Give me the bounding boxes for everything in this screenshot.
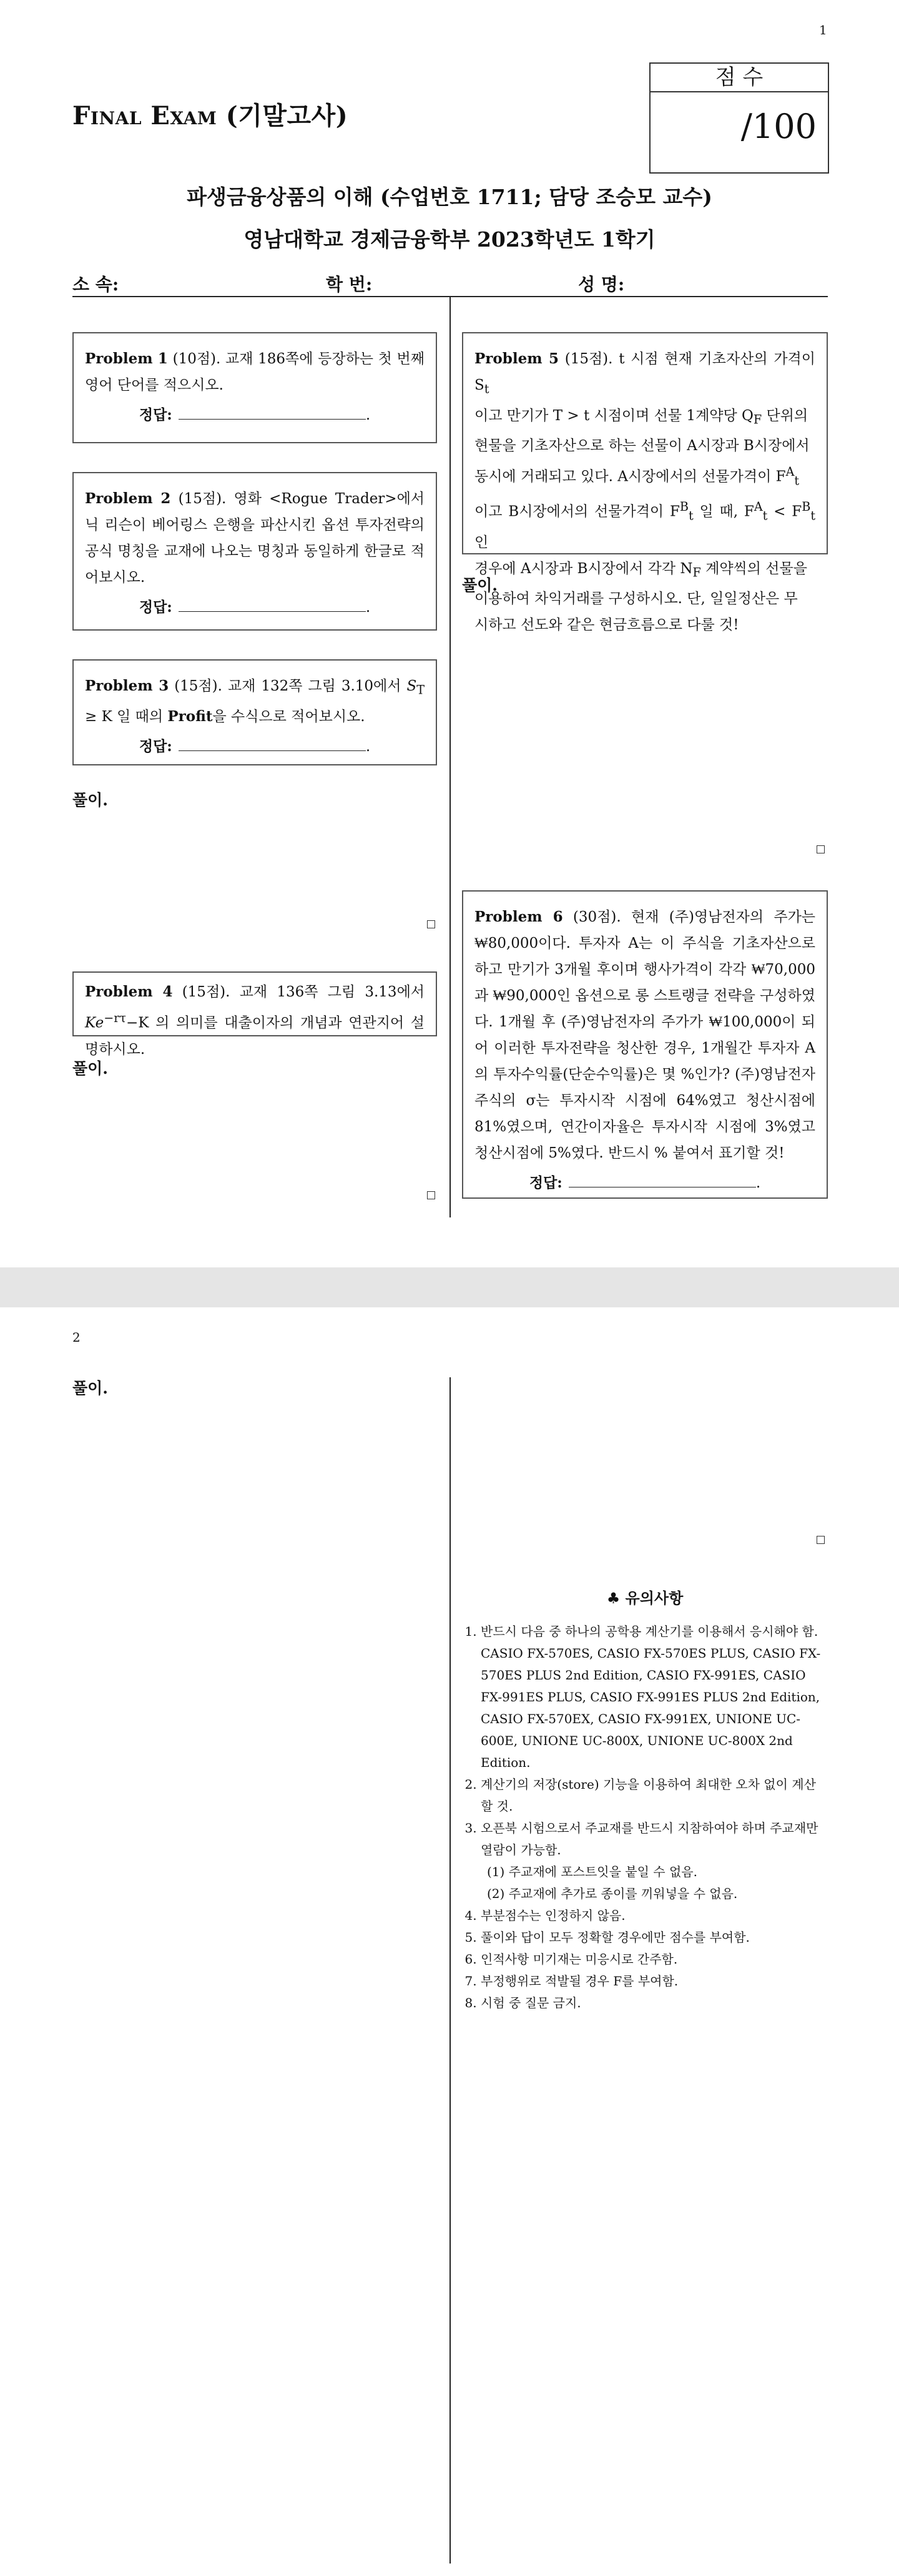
- problem-3-label: Problem 3: [85, 677, 169, 694]
- score-value: /100: [740, 107, 817, 146]
- p5-line7: 이용하여 차익거래를 구성하시오. 단, 일일정산은 무: [474, 591, 798, 607]
- p5-sub: t: [810, 508, 816, 523]
- problem-2-label: Problem 2: [85, 490, 171, 507]
- note-item: 6. 인적사항 미기재는 미응시로 간주함.: [481, 1949, 828, 1970]
- problem-4-points: (15점).: [182, 984, 230, 1000]
- problem-1-question: 교재 186쪽에 등장하는 첫 번째 영어 단어를 적으시오.: [85, 351, 425, 393]
- p5-line2: 이고 만기가 T > t 시점이며 선물 1계약당 Q: [474, 407, 754, 424]
- problem-3-question-c: 을 수식으로 적어보시오.: [212, 708, 365, 725]
- answer-label: 정답:: [139, 406, 172, 423]
- solution-label-3: 풀이.: [72, 791, 109, 809]
- student-id-label: 학 번:: [326, 274, 373, 295]
- math-sub-t: T: [416, 682, 425, 697]
- note-item: 2. 계산기의 저장(store) 기능을 이용하여 최대한 오차 없이 계산할 것.: [481, 1774, 828, 1817]
- page-gap: [0, 1267, 899, 1307]
- problem-1-box: [72, 332, 437, 443]
- p5-line5c: < F: [767, 504, 802, 521]
- department-title: 영남대학교 경제금융학부 2023학년도 1학기: [243, 227, 656, 252]
- solution-label: 풀이.: [72, 1379, 109, 1397]
- note-text: 오픈북 시험으로서 주교재를 반드시 지참하여야 하며 주교재만 열람이 가능함.: [481, 1821, 818, 1857]
- note-item: 1. 반드시 다음 중 하나의 공학용 계산기를 이용해서 응시해야 함. CASIO FX-570ES, CASIO FX-570ES PLUS, CASIO FX-570ES PLUS 2nd Edition, CASIO FX-991ES, CASIO FX-991ES PLUS, CASIO FX-991ES PLUS 2nd Edition, CASIO FX-570EX, CASIO FX-991EX, UNIONE UC-600E, UNIONE UC-800X, UNIONE UC-800X 2nd Edition.: [481, 1621, 828, 1774]
- problem-1-answer[interactable]: 정답: .: [85, 402, 425, 428]
- p5-line8: 시하고 선도와 같은 현금흐름으로 다룰 것!: [474, 617, 739, 634]
- problem-1-points: (10점).: [172, 351, 221, 367]
- profit-word: Profit: [167, 707, 213, 725]
- qed-square: [427, 1191, 435, 1199]
- problem-1-label: Problem 1: [85, 350, 168, 367]
- qed-square: [817, 845, 825, 853]
- note-item: 8. 시험 중 질문 금지.: [481, 1992, 828, 2014]
- problem-3-points: (15점).: [174, 678, 222, 694]
- name-label: 성 명:: [578, 274, 625, 295]
- score-label: 점 수: [651, 64, 828, 92]
- answer-blank[interactable]: [179, 404, 366, 420]
- solution-label-4: 풀이.: [72, 1059, 109, 1078]
- note-item: 7. 부정행위로 적발될 경우 F를 부여함.: [481, 1970, 828, 1992]
- problem-3-answer[interactable]: 정답: .: [85, 734, 425, 760]
- math-s: S: [406, 678, 417, 694]
- problem-6-points: (30점).: [572, 909, 621, 925]
- course-title: 파생금융상품의 이해 (수업번호 1711; 담당 조승모 교수): [187, 185, 712, 209]
- page-number: 1: [819, 22, 827, 37]
- answer-blank[interactable]: [569, 1172, 756, 1187]
- answer-blank[interactable]: [179, 735, 366, 751]
- exam-page-2: [0, 1307, 899, 2576]
- answer-label: 정답:: [139, 599, 172, 616]
- exam-title: Final Exam (기말고사): [72, 101, 348, 130]
- problem-3-text: [85, 673, 425, 730]
- qed-square: [817, 1536, 825, 1544]
- problem-5-text: [474, 346, 815, 638]
- answer-label: 정답:: [529, 1174, 562, 1191]
- exam-page-1: [0, 0, 899, 1267]
- p5-sup: B: [679, 499, 689, 514]
- note-item: 4. 부분점수는 인정하지 않음.: [481, 1905, 828, 1927]
- sub-note-item: (1) 주교재에 포스트잇을 붙일 수 없음.: [487, 1864, 697, 1879]
- problem-2-text: [85, 486, 425, 591]
- problem-6-answer[interactable]: 정답: .: [474, 1170, 815, 1196]
- p5-sub: t: [762, 508, 768, 523]
- score-box: [649, 62, 829, 174]
- p5-sub: t: [688, 508, 694, 523]
- solution-label-5: 풀이.: [462, 576, 498, 594]
- problem-4-text: [85, 979, 425, 1063]
- p5-sub: t: [484, 381, 489, 396]
- problem-2-question: 영화 <Rogue Trader>에서 닉 리슨이 베어링스 은행을 파산시킨 옵션 투자전략의 공식 명칭을 교재에 나오는 명칭과 동일하게 한글로 적어보시오.: [85, 491, 425, 586]
- problem-4-question-b: 의 의미를 대출이자의 개념과 연관지어 설명하시오.: [85, 1015, 425, 1058]
- p5-sub: F: [692, 565, 701, 580]
- p5-sup: B: [802, 499, 811, 514]
- problem-3-question-a: 교재 132쪽 그림 3.10에서: [227, 678, 401, 694]
- problem-4-question-a: 교재 136쪽 그림 3.13에서: [239, 984, 425, 1000]
- problem-4-box: [72, 971, 437, 1058]
- math-minus-k: −K: [126, 1015, 149, 1031]
- p5-line3: 현물을 기초자산으로 하는 선물이 A시장과 B시장에서: [474, 438, 810, 455]
- column-divider: [450, 297, 451, 1217]
- problem-3-box: [72, 659, 437, 765]
- qed-square: [427, 920, 435, 928]
- p5-line1: t 시점 현재 기초자산의 가격이 S: [474, 351, 815, 393]
- p5-line6-rest: 계약씩의 선물을: [700, 560, 807, 577]
- p5-sup: A: [785, 465, 795, 479]
- note-item: 5. 풀이와 답이 모두 정확할 경우에만 점수를 부여함.: [481, 1927, 828, 1949]
- p5-line5b: 일 때, F: [693, 504, 754, 521]
- column-divider: [450, 1377, 451, 2564]
- affiliation-label: 소 속:: [72, 274, 119, 295]
- problem-2-box: [72, 472, 437, 631]
- page-number: 2: [72, 1330, 81, 1345]
- problem-6-box: [462, 890, 828, 1199]
- problem-6-text: [474, 904, 815, 1166]
- math-ke: Ke: [85, 1015, 104, 1031]
- p5-sub: t: [794, 473, 800, 488]
- note-item: [481, 1817, 828, 1905]
- problem-6-question: 현재 (주)영남전자의 주가는 ₩80,000이다. 투자자 A는 이 주식을 기초자산으로 하고 만기가 3개월 후이며 행사가격이 각각 ₩70,000과 ₩90,000인 옵션으로 롱 스트랭글 전략을 구성하였다. 1개월 후 (주)영남전자의 주가가 ₩100,000이 되어 이러한 투자전략을 청산한 경우, 1개월간 투자자 A의 투자수익률(단순수익률)은 몇 %인가? (주)영남전자 주식의 σ는 투자시작 시점에 64%였고 청산시점에 81%였으며, 연간이자율은 투자시작 시점에 3%였고 청산시점에 5%였다. 반드시 % 붙여서 표기할 것!: [474, 909, 816, 1161]
- notes-title: ♣ 유의사항: [606, 1589, 684, 1607]
- p5-sup: A: [754, 499, 763, 514]
- p5-sub: F: [753, 412, 762, 427]
- sub-note-item: (2) 주교재에 추가로 종이를 끼워넣을 수 없음.: [487, 1886, 738, 1901]
- problem-2-points: (15점).: [178, 491, 227, 507]
- problem-3-question-b: 일 때의: [117, 708, 164, 725]
- p5-line5d: 인: [474, 534, 489, 551]
- problem-5-label: Problem 5: [474, 350, 559, 367]
- p5-line2-rest: 단위의: [762, 407, 808, 424]
- p5-line6: 경우에 A시장과 B시장에서 각각 N: [474, 560, 693, 577]
- problem-5-points: (15점).: [564, 351, 613, 367]
- problem-4-label: Problem 4: [85, 983, 173, 1000]
- notes-list: [462, 1621, 828, 2014]
- p5-line4: 동시에 거래되고 있다. A시장에서의 선물가격이 F: [474, 468, 786, 485]
- answer-blank[interactable]: [179, 596, 366, 612]
- problem-6-label: Problem 6: [474, 908, 563, 925]
- math-rest: ≥ K: [85, 708, 112, 725]
- math-exponent: −rτ: [104, 1011, 126, 1025]
- answer-label: 정답:: [139, 737, 172, 755]
- p5-line5a: 이고 B시장에서의 선물가격이 F: [474, 504, 680, 521]
- problem-1-text: [85, 346, 425, 398]
- problem-2-answer[interactable]: 정답: .: [85, 594, 425, 621]
